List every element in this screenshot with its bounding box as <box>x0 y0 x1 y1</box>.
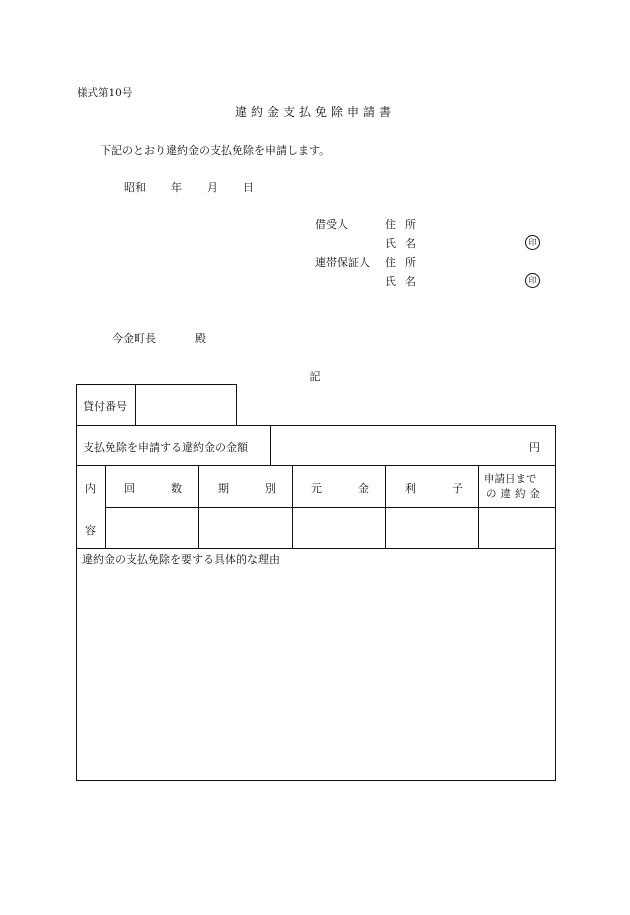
borrower-label <box>315 216 373 232</box>
contents-middle-line <box>105 507 556 508</box>
ki-heading: 記 <box>309 370 321 383</box>
guarantor-address-label: 住所 <box>385 256 425 269</box>
addressee-name: 今金町長 <box>112 332 156 345</box>
date-year-label: 年 <box>171 181 182 194</box>
col-header-period: 期別 <box>218 482 312 495</box>
col-header-count: 回数 <box>124 482 218 495</box>
col-header-principal: 元金 <box>311 482 405 495</box>
contents-label-top: 内 <box>85 482 96 495</box>
amount-row-bottom-line <box>76 465 556 466</box>
intro-text: 下記のとおり違約金の支払免除を申請します。 <box>100 144 331 157</box>
col-header-interest: 利子 <box>405 482 499 495</box>
contents-label-bottom: 容 <box>85 524 96 537</box>
addressee-honorific: 殿 <box>195 332 206 345</box>
col-divider-3 <box>385 465 386 549</box>
date-day-label: 日 <box>243 181 254 194</box>
col-divider-2 <box>292 465 293 549</box>
amount-divider <box>270 425 271 466</box>
col-divider-1 <box>198 465 199 549</box>
date-month-label: 月 <box>207 181 218 194</box>
col-header-penalty-line1: 申請日まで <box>484 473 537 485</box>
yen-unit: 円 <box>529 441 540 454</box>
date-era: 昭和 <box>124 181 146 194</box>
contents-bottom-line <box>76 548 556 549</box>
guarantor-name-label: 氏名 <box>385 275 425 288</box>
col-header-penalty-line2: の違約金 <box>486 488 544 500</box>
guarantor-seal-mark: 印 <box>525 273 540 288</box>
guarantor-label: 連帯保証人 <box>315 256 370 269</box>
loan-number-label: 貸付番号 <box>83 400 127 413</box>
reason-label: 違約金の支払免除を要する具体的な理由 <box>82 553 280 566</box>
form-number: 様式第10号 <box>77 87 133 99</box>
exempt-amount-label: 支払免除を申請する違約金の金額 <box>83 441 248 454</box>
borrower-seal-mark: 印 <box>525 235 540 250</box>
contents-label-divider <box>105 465 106 549</box>
borrower-label-text: 借受人 <box>315 218 348 231</box>
col-divider-4 <box>478 465 479 549</box>
borrower-name-label: 氏名 <box>385 237 425 250</box>
document-title: 違約金支払免除申請書 <box>234 105 395 119</box>
borrower-address-label: 住所 <box>385 218 425 231</box>
loan-number-divider <box>135 384 136 426</box>
